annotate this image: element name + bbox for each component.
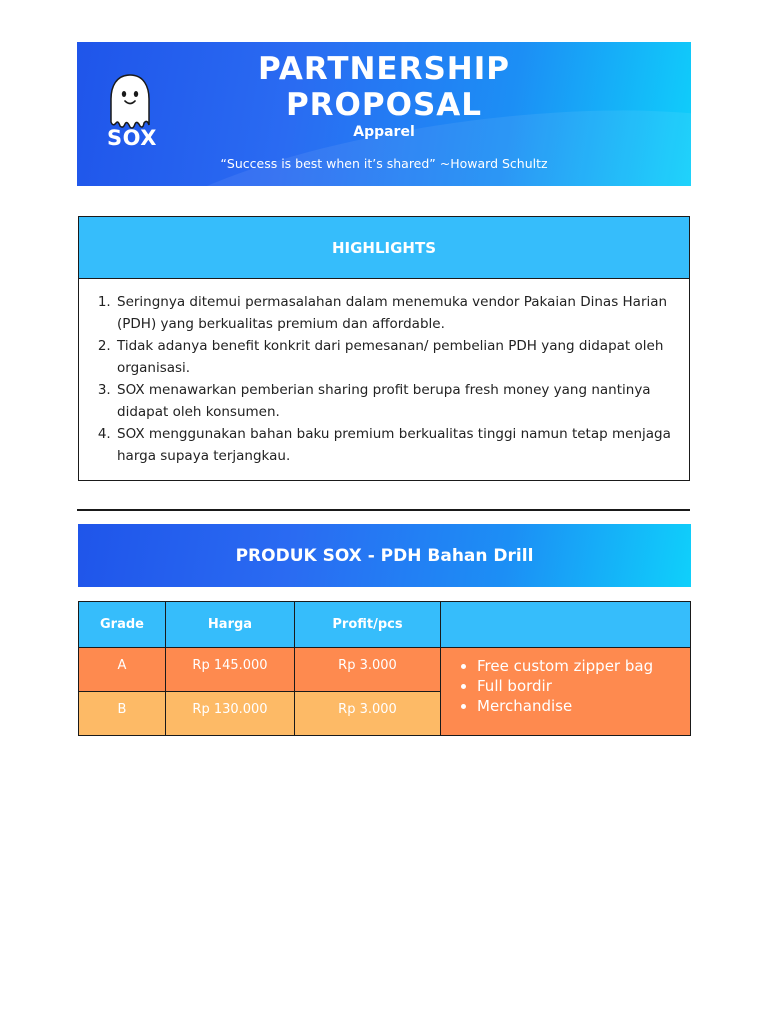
quote: “Success is best when it’s shared” ~Howard Schultz [220,156,548,171]
divider [77,509,690,511]
product-heading: PRODUK SOX - PDH Bahan Drill [78,524,691,587]
list-item: • Full bordir [477,676,690,696]
highlights-box [78,216,690,481]
table-row [79,648,691,692]
price-cell: Rp 130.000 [166,692,295,736]
page-title-line1: PARTNERSHIP [257,51,510,87]
profit-cell: Rp 3.000 [295,648,441,692]
highlights-list [115,291,677,467]
profit-cell: Rp 3.000 [295,692,441,736]
column-header-grade: Grade [79,602,166,648]
list-item: • Merchandise [477,696,690,716]
column-header-bonus [441,602,691,648]
highlights-heading: HIGHLIGHTS [79,217,689,279]
logo-text: SOX [107,126,157,150]
list-item: 2. Tidak adanya benefit konkrit dari pemesanan/ pembelian PDH yang didapat oleh organisasi. [115,335,677,379]
list-item: • Free custom zipper bag [477,656,690,676]
header-banner [77,42,691,186]
page-subtitle: Apparel [353,124,415,140]
column-header-price: Harga [166,602,295,648]
grade-cell: B [79,692,166,736]
bonus-list [441,656,690,716]
list-item: 3. SOX menawarkan pemberian sharing profit berupa fresh money yang nantinya didapat oleh konsumen. [115,379,677,423]
list-item: 4. SOX menggunakan bahan baku premium berkualitas tinggi namun tetap menjaga harga supaya terjangkau. [115,423,677,467]
list-item: 1. Seringnya ditemui permasalahan dalam menemuka vendor Pakaian Dinas Harian (PDH) yang berkualitas premium dan affordable. [115,291,677,335]
column-header-profit: Profit/pcs [295,602,441,648]
price-cell: Rp 145.000 [166,648,295,692]
product-table [78,601,691,736]
table-header-row [79,602,691,648]
grade-cell: A [79,648,166,692]
bonus-cell [441,648,691,736]
page-title-line2: PROPOSAL [285,87,483,123]
